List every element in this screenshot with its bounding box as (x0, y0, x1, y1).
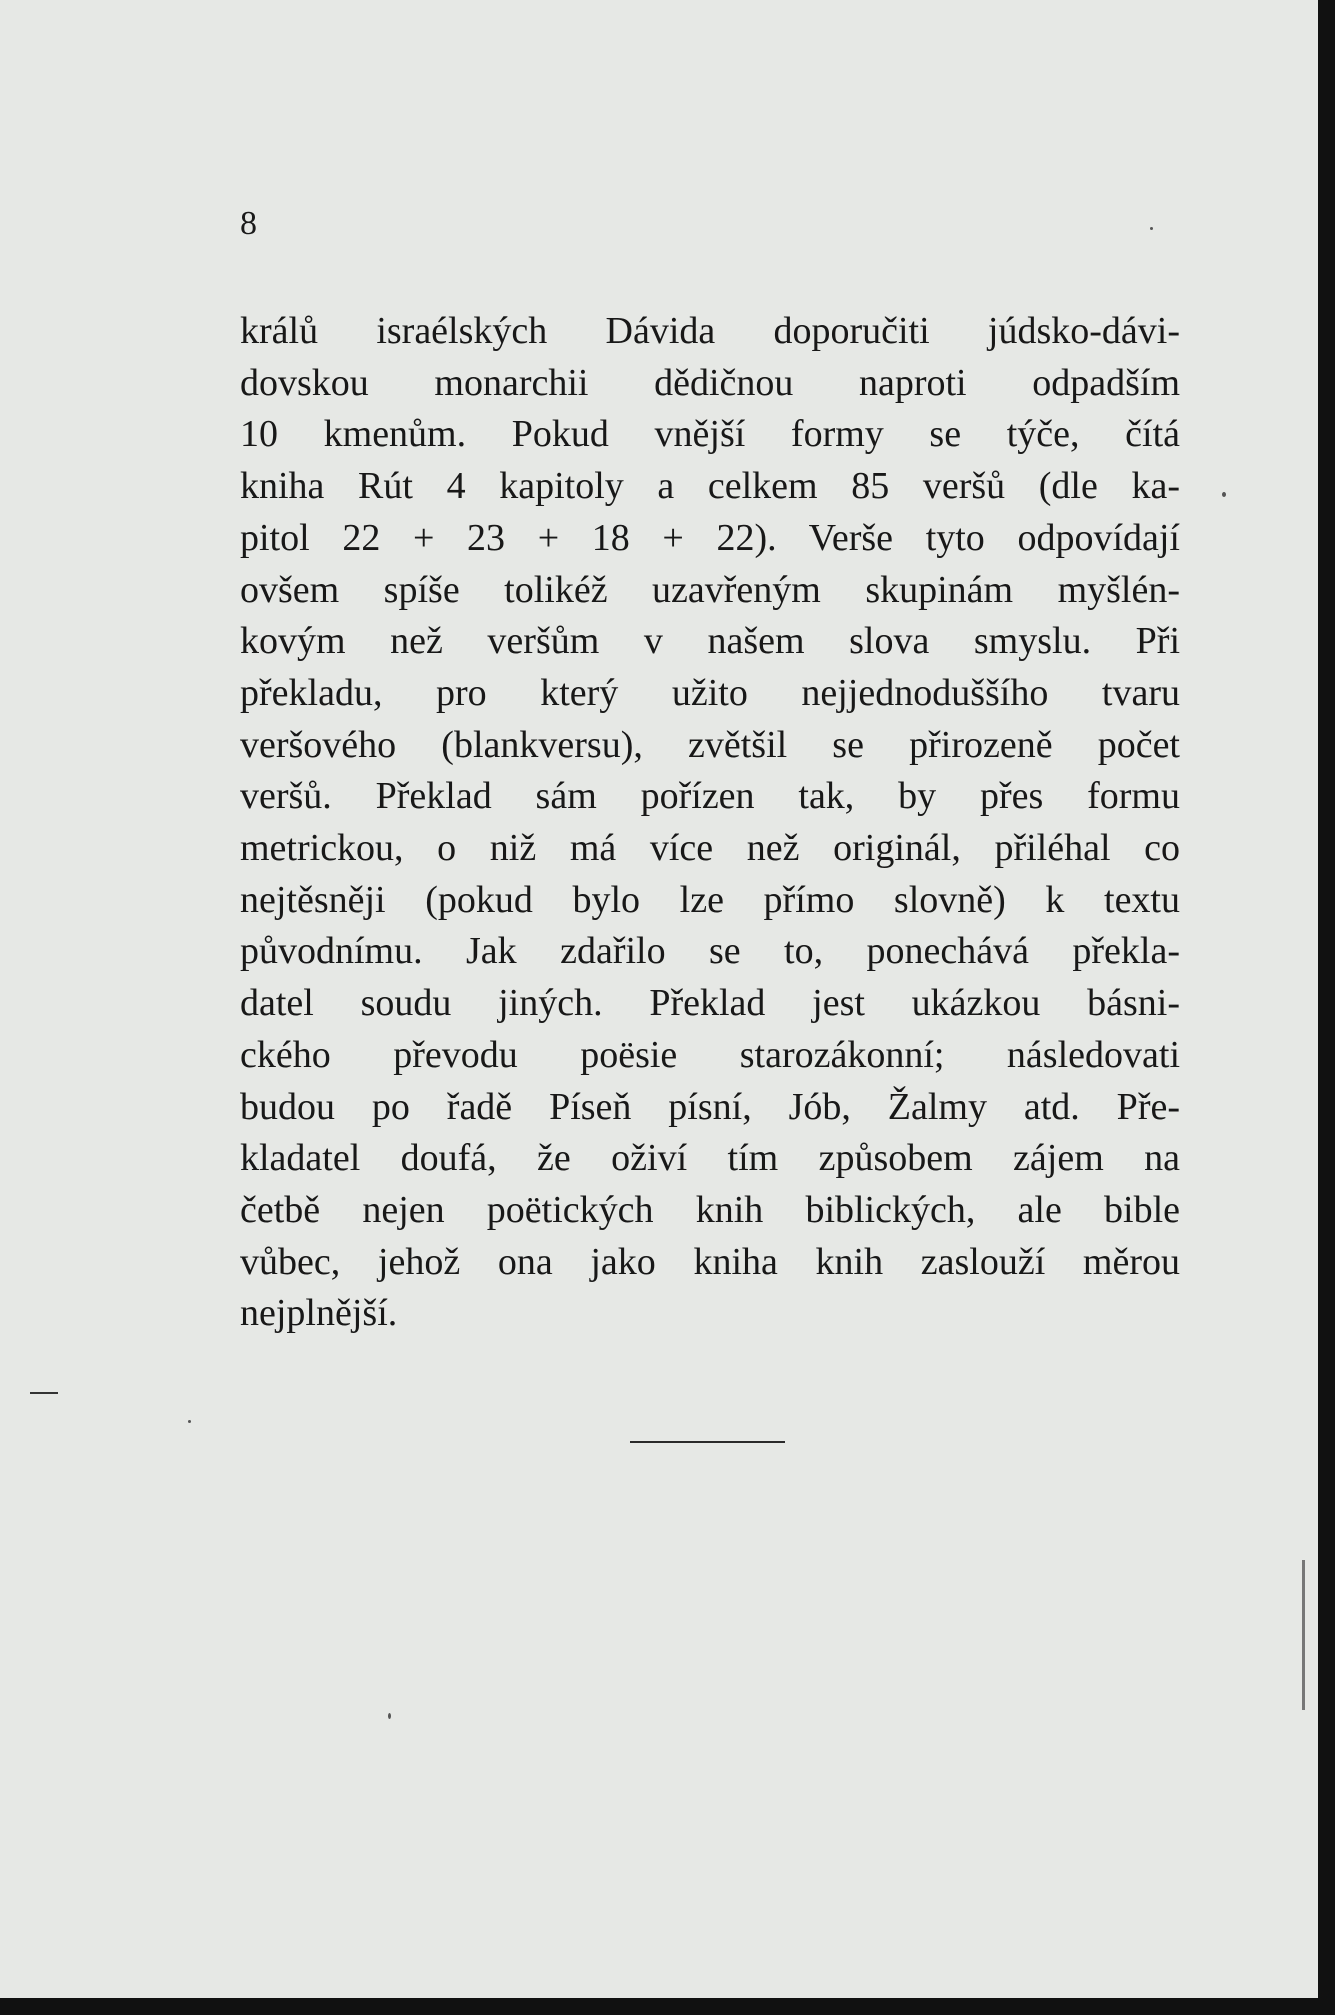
paper-speck (1150, 227, 1153, 230)
paper-speck (188, 1420, 191, 1423)
text-line: datel soudu jiných. Překlad jest ukázkou básni- (240, 982, 1180, 1025)
text-line: pitol 22 + 23 + 18 + 22). Verše tyto odpovídají (240, 516, 1180, 559)
text-line: 10 kmenům. Pokud vnější formy se týče, čítá (240, 413, 1180, 456)
text-line: ovšem spíše tolikéž uzavřeným skupinám myšlén- (240, 568, 1180, 611)
text-line: ckého převodu poësie starozákonní; následovati (240, 1033, 1180, 1076)
text-line: četbě nejen poëtických knih biblických, ale bible (240, 1188, 1180, 1231)
text-line: překladu, pro který užito nejjednoduššího tvaru (240, 671, 1180, 714)
text-line: kovým než veršům v našem slova smyslu. Při (240, 620, 1180, 663)
text-line: metrickou, o niž má více než originál, přiléhal co (240, 827, 1180, 870)
text-line-last: nejplnější. (240, 1292, 398, 1335)
text-line: veršů. Překlad sám pořízen tak, by přes formu (240, 775, 1180, 818)
text-line: kniha Rút 4 kapitoly a celkem 85 veršů (dle ka- (240, 465, 1180, 508)
page-number: 8 (240, 205, 257, 242)
edge-mark (30, 1392, 58, 1394)
text-line: kladatel doufá, že oživí tím způsobem zájem na (240, 1137, 1180, 1180)
text-line: králů israélských Dávida doporučiti júdsko-dávi- (240, 310, 1180, 352)
paper-speck (388, 1713, 391, 1719)
text-line: budou po řadě Píseň písní, Jób, Žalmy atd. Pře- (240, 1085, 1180, 1128)
text-line: původnímu. Jak zdařilo se to, ponechává překla- (240, 930, 1180, 973)
text-line: veršového (blankversu), zvětšil se přirozeně počet (240, 723, 1180, 766)
closing-rule (630, 1441, 785, 1443)
body-text (240, 306, 1180, 1340)
edge-mark (1302, 1560, 1305, 1710)
text-line: vůbec, jehož ona jako kniha knih zaslouží měrou (240, 1240, 1180, 1283)
paper-speck (1222, 492, 1226, 497)
text-line: nejtěsněji (pokud bylo lze přímo slovně) k textu (240, 878, 1180, 921)
text-line: dovskou monarchii dědičnou naproti odpadším (240, 361, 1180, 404)
